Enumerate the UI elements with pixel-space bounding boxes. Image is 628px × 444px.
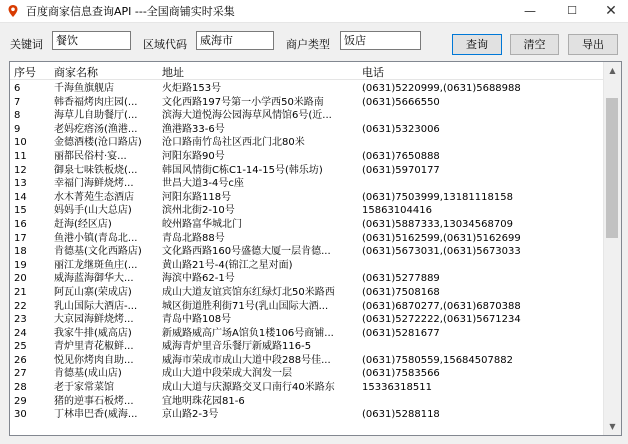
row-phone: (0631)5162599,(0631)5162699 <box>362 232 521 244</box>
row-index: 21 <box>14 286 27 298</box>
row-phone: (0631)5666550 <box>362 96 440 108</box>
row-index: 18 <box>14 246 27 258</box>
row-index: 8 <box>14 110 21 122</box>
row-phone: (0631)7583566 <box>362 368 440 380</box>
row-index: 28 <box>14 382 27 394</box>
table-row[interactable] <box>10 245 604 259</box>
column-header-phone[interactable]: 电话 <box>362 66 384 79</box>
table-row[interactable] <box>10 286 604 300</box>
row-phone: (0631)5323006 <box>362 123 440 135</box>
table-row[interactable] <box>10 395 604 409</box>
row-address: 成山大道与庆源路交叉口南行40米路东 <box>162 382 335 394</box>
row-merchant-name: 我家牛排(威高店) <box>54 327 132 339</box>
search-toolbar <box>0 22 628 60</box>
keyword-label: 关键词 <box>10 38 43 51</box>
row-merchant-name: 青炉里青花椒鲜... <box>54 341 134 353</box>
minimize-button[interactable]: — <box>524 4 536 18</box>
row-address: 火炬路153号 <box>162 83 222 94</box>
row-index: 24 <box>14 327 27 339</box>
row-index: 6 <box>14 83 21 94</box>
row-index: 20 <box>14 273 27 285</box>
table-row[interactable] <box>10 96 604 110</box>
row-merchant-name: 肯德基(文化西路店) <box>54 246 142 258</box>
column-header-address[interactable]: 地址 <box>162 66 184 79</box>
results-list[interactable] <box>9 61 622 436</box>
row-phone: (0631)7580559,15684507882 <box>362 354 513 366</box>
row-merchant-name: 丁林串巴香(威海... <box>54 409 138 421</box>
row-index: 26 <box>14 354 27 366</box>
row-address: 威海市荣成市成山大道中段288号佳... <box>162 354 331 366</box>
row-address: 黄山路21号-4(锦江之星对面) <box>162 259 293 271</box>
row-address: 城区街道胜利街71号(乳山国际大酒... <box>162 300 329 312</box>
row-phone: (0631)7503999,13181118158 <box>362 191 513 203</box>
row-merchant-name: 老于家常菜馆 <box>54 382 114 394</box>
table-row[interactable] <box>10 272 604 286</box>
row-index: 22 <box>14 300 27 312</box>
table-row[interactable] <box>10 123 604 137</box>
close-button[interactable]: ✕ <box>605 3 617 19</box>
row-index: 12 <box>14 164 27 176</box>
table-row[interactable] <box>10 218 604 232</box>
row-address: 文化路西路160号盛德大厦一层肯德... <box>162 246 331 258</box>
row-address: 渔港路33-6号 <box>162 123 225 135</box>
row-index: 30 <box>14 409 27 421</box>
row-merchant-name: 乳山国际大酒店-... <box>54 300 138 312</box>
table-row[interactable] <box>10 232 604 246</box>
row-address: 新威路威高广场A馆负1楼106号商铺... <box>162 327 334 339</box>
row-merchant-name: 大京园海鲜烧烤... <box>54 314 134 326</box>
row-merchant-name: 威海蓝海御华大... <box>54 273 134 285</box>
row-address: 滨海大道悦海公园海草风情馆6号(近... <box>162 110 332 122</box>
row-address: 河阳东路90号 <box>162 150 225 162</box>
maximize-button[interactable]: ☐ <box>567 4 577 17</box>
row-index: 7 <box>14 96 21 108</box>
row-merchant-name: 肯德基(成山店) <box>54 368 122 380</box>
row-address: 成山大道中段荣成大润发一层 <box>162 368 292 380</box>
keyword-input[interactable]: 餐饮 <box>52 31 131 50</box>
row-index: 27 <box>14 368 27 380</box>
clear-button[interactable]: 清空 <box>510 34 559 55</box>
row-phone: (0631)5887333,13034568709 <box>362 218 513 230</box>
list-header <box>10 62 604 80</box>
row-phone: 15336318511 <box>362 382 432 394</box>
table-row[interactable] <box>10 408 604 422</box>
title-bar <box>0 0 628 23</box>
merchant-type-label: 商户类型 <box>286 38 330 51</box>
list-rows <box>10 82 604 422</box>
row-index: 23 <box>14 314 27 326</box>
row-address: 京山路2-3号 <box>162 409 219 421</box>
row-merchant-name: 猪的逆事石板烤... <box>54 395 134 407</box>
row-address: 河阳东路118号 <box>162 191 232 203</box>
table-row[interactable] <box>10 204 604 218</box>
row-phone: (0631)5288118 <box>362 409 440 421</box>
row-index: 25 <box>14 341 27 353</box>
table-row[interactable] <box>10 300 604 314</box>
row-index: 29 <box>14 395 27 407</box>
row-phone: (0631)5277889 <box>362 273 440 285</box>
row-index: 10 <box>14 137 27 149</box>
row-address: 海滨中路62-1号 <box>162 273 235 285</box>
table-row[interactable] <box>10 313 604 327</box>
table-row[interactable] <box>10 164 604 178</box>
window-title: 百度商家信息查询API ---全国商铺实时采集 <box>26 5 235 18</box>
row-address: 皎州路富华城北门 <box>162 218 242 230</box>
row-merchant-name: 丽都民俗村·宴... <box>54 150 127 162</box>
row-merchant-name: 海草儿自助餐厅(... <box>54 110 138 122</box>
table-row[interactable] <box>10 354 604 368</box>
row-merchant-name: 水木菁苑生态酒店 <box>54 191 134 203</box>
row-address: 韩国风情街C栋C1-14-15号(韩乐坊) <box>162 164 323 176</box>
row-merchant-name: 千海鱼旗舰店 <box>54 83 114 94</box>
scroll-down-arrow-icon[interactable]: ▼ <box>609 422 616 431</box>
row-address: 青岛中路108号 <box>162 314 232 326</box>
row-merchant-name: 韩香福烤肉庄园(... <box>54 96 138 108</box>
row-merchant-name: 鱼港小镇(青岛北... <box>54 232 138 244</box>
row-index: 19 <box>14 259 27 271</box>
scroll-up-arrow-icon[interactable]: ▲ <box>609 66 616 75</box>
row-address: 世昌大道3-4号c座 <box>162 178 244 190</box>
row-phone: (0631)5272222,(0631)5671234 <box>362 314 521 326</box>
row-merchant-name: 金德酒楼(沧口路店) <box>54 137 142 149</box>
row-index: 11 <box>14 150 27 162</box>
row-merchant-name: 赶海(经区店) <box>54 218 112 230</box>
merchant-type-input[interactable]: 饭店 <box>340 31 421 50</box>
row-phone: (0631)5970177 <box>362 164 440 176</box>
row-merchant-name: 幸福门海鲜烧烤... <box>54 178 134 190</box>
column-header-name[interactable]: 商家名称 <box>54 66 98 79</box>
table-row[interactable] <box>10 150 604 164</box>
export-button[interactable]: 导出 <box>568 34 618 55</box>
row-address: 宜地明珠花园81-6 <box>162 395 245 407</box>
row-phone: (0631)5220999,(0631)5688988 <box>362 83 521 94</box>
column-header-index[interactable]: 序号 <box>14 66 36 79</box>
table-row[interactable] <box>10 367 604 381</box>
row-address: 威海青炉里音乐餐厅新威路116-5 <box>162 341 312 353</box>
row-merchant-name: 悦见你烤肉自助... <box>54 354 134 366</box>
vertical-scrollbar[interactable] <box>603 62 621 435</box>
row-index: 14 <box>14 191 27 203</box>
row-phone: 15863104416 <box>362 205 432 217</box>
table-row[interactable] <box>10 259 604 273</box>
row-address: 文化西路197号第一小学西50米路南 <box>162 96 324 108</box>
row-merchant-name: 丽江龙继斑鱼庄(... <box>54 259 138 271</box>
row-phone: (0631)5673031,(0631)5673033 <box>362 246 521 258</box>
region-code-input[interactable]: 威海市 <box>196 31 274 50</box>
query-button[interactable]: 查询 <box>452 34 502 55</box>
row-phone: (0631)7508168 <box>362 286 440 298</box>
table-row[interactable] <box>10 136 604 150</box>
row-merchant-name: 御泉七味铁板烧(... <box>54 164 138 176</box>
row-index: 17 <box>14 232 27 244</box>
table-row[interactable] <box>10 327 604 341</box>
row-address: 沧口路南竹岛社区西北门北80米 <box>162 137 305 149</box>
row-merchant-name: 老妈疙瘩汤(渔港... <box>54 123 138 135</box>
row-index: 16 <box>14 218 27 230</box>
scroll-thumb[interactable] <box>606 98 618 238</box>
row-phone: (0631)6870277,(0631)6870388 <box>362 300 521 312</box>
table-row[interactable] <box>10 82 604 96</box>
row-address: 青岛北路88号 <box>162 232 225 244</box>
row-index: 13 <box>14 178 27 190</box>
row-address: 滨州北街2-10号 <box>162 205 235 217</box>
table-row[interactable] <box>10 109 604 123</box>
row-phone: (0631)5281677 <box>362 327 440 339</box>
table-row[interactable] <box>10 381 604 395</box>
table-row[interactable] <box>10 340 604 354</box>
row-address: 成山大道友谊宾馆东红绿灯北50米路西 <box>162 286 335 298</box>
row-phone: (0631)7650888 <box>362 150 440 162</box>
row-merchant-name: 阿瓦山寨(荣成店) <box>54 286 132 298</box>
map-pin-icon <box>6 4 20 18</box>
region-code-label: 区域代码 <box>143 38 187 51</box>
table-row[interactable] <box>10 191 604 205</box>
row-index: 15 <box>14 205 27 217</box>
table-row[interactable] <box>10 177 604 191</box>
row-index: 9 <box>14 123 21 135</box>
row-merchant-name: 妈妈手(山大总店) <box>54 205 132 217</box>
